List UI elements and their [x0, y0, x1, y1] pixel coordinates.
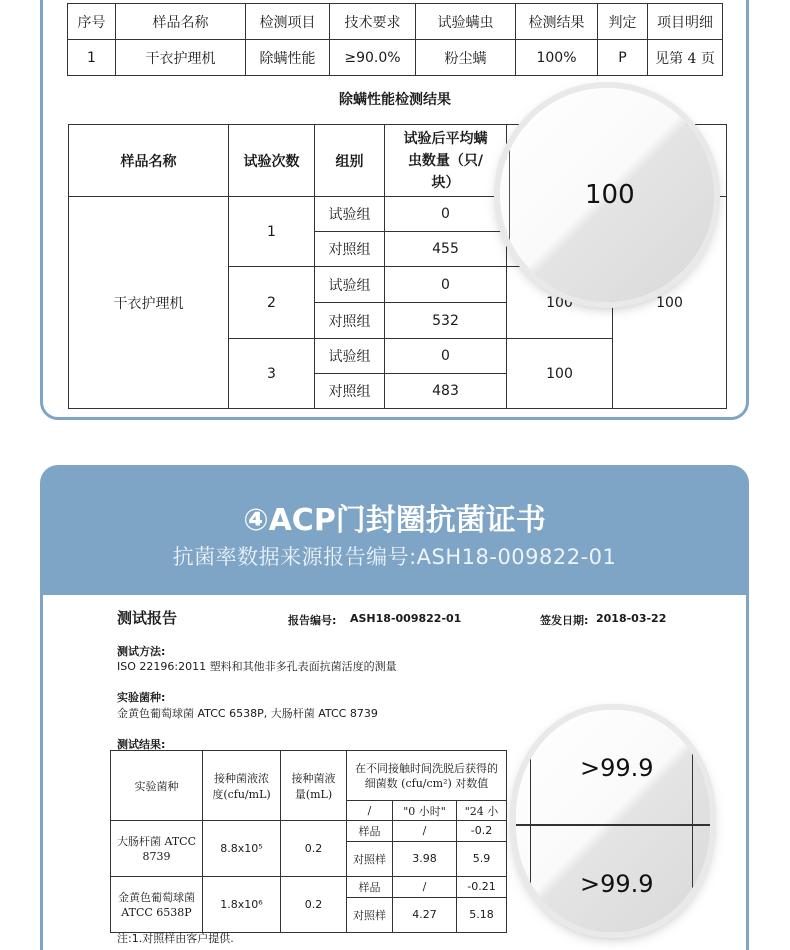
value-cell: 5.18: [457, 897, 507, 932]
table-line: [692, 710, 693, 932]
strain-text: 金黄色葡萄球菌 ATCC 6538P, 大肠杆菌 ATCC 8739: [117, 707, 378, 720]
value-cell: -0.21: [457, 877, 507, 898]
sample-label-cell: 样品: [347, 877, 393, 898]
method-text: ISO 22196:2011 塑料和其他非多孔表面抗菌活度的测量: [117, 660, 397, 673]
method-label: 测试方法:: [117, 645, 166, 658]
header-cell: "24 小: [457, 801, 507, 821]
strain-label: 实验菌种:: [117, 691, 166, 704]
table-row: [68, 40, 723, 76]
cell: 除螨性能: [246, 40, 330, 76]
cell: 1: [68, 40, 116, 76]
control-label-cell: 对照样: [347, 841, 393, 876]
value-cell: -0.2: [457, 821, 507, 842]
table-line: [530, 710, 531, 932]
value-cell: 0: [385, 339, 507, 374]
group-cell: 对照组: [315, 232, 385, 267]
cell: 干衣护理机: [116, 40, 246, 76]
header-cell: 检测项目: [246, 4, 330, 40]
value-cell: 0: [385, 267, 507, 303]
report-date-label: 签发日期:: [540, 614, 589, 627]
value-cell: 532: [385, 303, 507, 339]
mite-result-title: 除螨性能检测结果: [339, 92, 451, 108]
header-cell: 序号: [68, 4, 116, 40]
trial-no-cell: 3: [229, 339, 315, 409]
table-row: [111, 877, 507, 898]
table-row: [111, 751, 507, 801]
header-cell: 技术要求: [330, 4, 416, 40]
report-heading: 测试报告: [117, 609, 178, 627]
report-date: 2018-03-22: [596, 612, 667, 625]
header-cell: 样品名称: [69, 125, 229, 197]
report-number-label: 报告编号:: [288, 614, 337, 627]
sample-name-cell: 干衣护理机: [69, 197, 229, 409]
value-cell: 483: [385, 374, 507, 409]
cell: ≥90.0%: [330, 40, 416, 76]
cell: 粉尘螨: [416, 40, 516, 76]
header-cell: 检测结果: [516, 4, 598, 40]
section-subtitle: 抗菌率数据来源报告编号:ASH18-009822-01: [172, 545, 617, 569]
vol-cell: 0.2: [281, 821, 347, 877]
magnifier-lens: [500, 88, 714, 302]
header-cell: 实验菌种: [111, 751, 203, 821]
header-cell: 组别: [315, 125, 385, 197]
header-cell: 接种菌液量(mL): [281, 751, 347, 821]
footnote: 注:1.对照样由客户提供.: [117, 932, 234, 945]
conc-cell: 1.8x10⁶: [203, 877, 281, 933]
rate-cell: 100: [507, 267, 613, 339]
control-label-cell: 对照样: [347, 897, 393, 932]
value-cell: 5.9: [457, 841, 507, 876]
header-cell: 项目明细: [648, 4, 723, 40]
rate-cell: 100: [507, 339, 613, 409]
header-cell: 试验后平均螨虫数量（只/块）: [385, 125, 507, 197]
header-cell: 在不同接触时间洗脱后获得的细菌数 (cfu/cm²) 对数值: [347, 751, 507, 801]
results-label: 测试结果:: [117, 738, 166, 751]
header-cell: /: [347, 801, 393, 821]
table-line: [516, 824, 710, 826]
section-banner: [40, 465, 749, 600]
magnified-value: >99.9: [580, 754, 654, 782]
sample-label-cell: 样品: [347, 821, 393, 842]
report-number: ASH18-009822-01: [350, 612, 462, 625]
header-cell: 判定: [598, 4, 648, 40]
conc-cell: 8.8x10⁵: [203, 821, 281, 877]
cell: 见第 4 页: [648, 40, 723, 76]
cell: P: [598, 40, 648, 76]
table-line: [500, 88, 510, 302]
value-cell: 0: [385, 197, 507, 232]
group-cell: 试验组: [315, 197, 385, 232]
header-cell: 试验螨虫: [416, 4, 516, 40]
group-cell: 试验组: [315, 339, 385, 374]
header-cell: 接种菌液浓度(cfu/mL): [203, 751, 281, 821]
header-cell: 试验次数: [229, 125, 315, 197]
group-cell: 试验组: [315, 267, 385, 303]
trial-no-cell: 2: [229, 267, 315, 339]
value-cell: 3.98: [393, 841, 457, 876]
header-cell: 样品名称: [116, 4, 246, 40]
magnifier-lens: [516, 710, 710, 932]
section-title: ④ACP门封圈抗菌证书: [243, 503, 546, 538]
group-cell: 对照组: [315, 374, 385, 409]
group-cell: 对照组: [315, 303, 385, 339]
summary-table: [67, 3, 723, 76]
cell: 100%: [516, 40, 598, 76]
header-cell: "0 小时": [393, 801, 457, 821]
value-cell: 4.27: [393, 897, 457, 932]
value-cell: /: [393, 877, 457, 898]
value-cell: 455: [385, 232, 507, 267]
vol-cell: 0.2: [281, 877, 347, 933]
value-cell: /: [393, 821, 457, 842]
antibacterial-table: [110, 750, 507, 933]
table-row: [111, 821, 507, 842]
magnified-value: >99.9: [580, 870, 654, 898]
avg-cell: 100: [613, 197, 727, 409]
magnified-value: 100: [585, 180, 635, 210]
trial-no-cell: 1: [229, 197, 315, 267]
strain-cell: 大肠杆菌 ATCC 8739: [111, 821, 203, 877]
strain-cell: 金黄色葡萄球菌 ATCC 6538P: [111, 877, 203, 933]
table-row: [68, 4, 723, 40]
